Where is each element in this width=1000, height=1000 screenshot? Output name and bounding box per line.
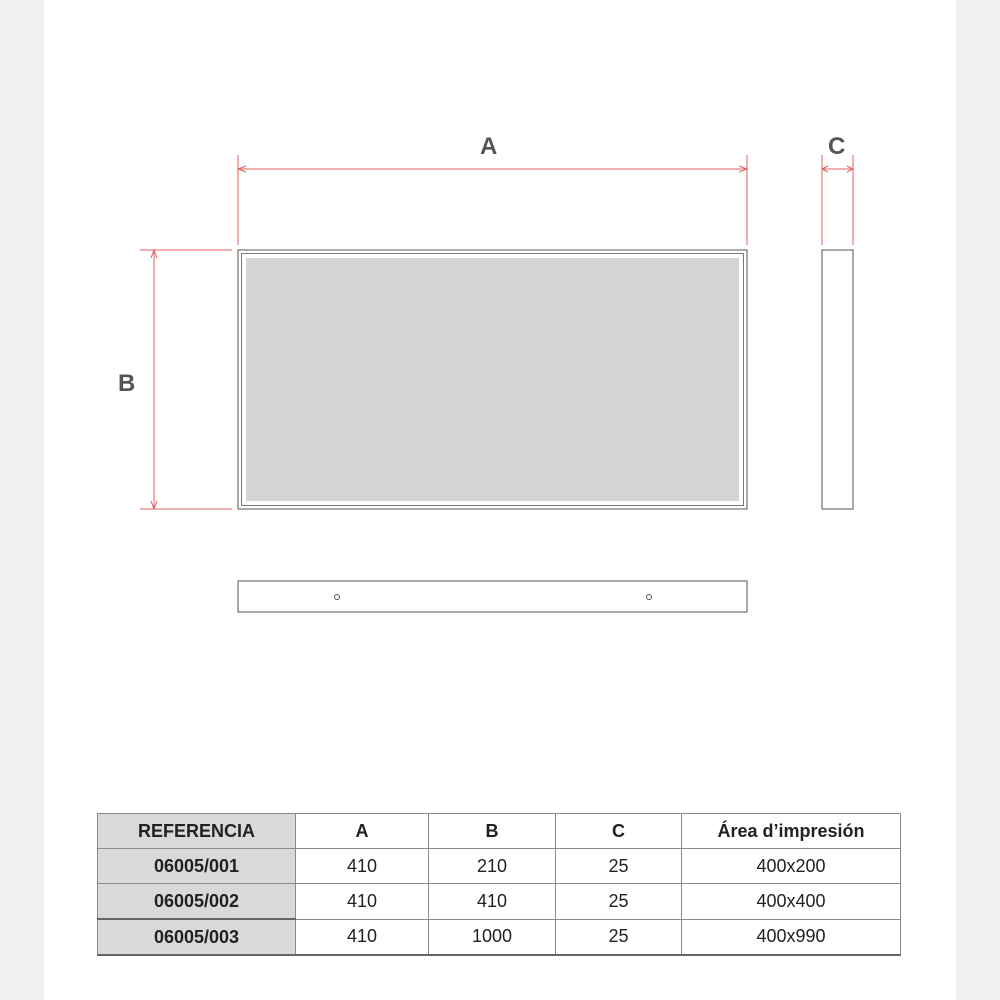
cell-print-area: 400x400 <box>682 884 901 920</box>
cell-b: 210 <box>429 849 556 884</box>
header-b: B <box>429 814 556 849</box>
cell-b: 410 <box>429 884 556 920</box>
cell-referencia: 06005/002 <box>98 884 296 920</box>
cell-c: 25 <box>556 884 682 920</box>
dimension-a-label: A <box>480 133 498 160</box>
dimension-b-label: B <box>118 370 136 397</box>
cell-b: 1000 <box>429 919 556 955</box>
cell-referencia: 06005/001 <box>98 849 296 884</box>
header-referencia: REFERENCIA <box>98 814 296 849</box>
header-print-area: Área d’impresión <box>682 814 901 849</box>
print-area <box>246 258 739 501</box>
cell-a: 410 <box>296 884 429 920</box>
dimension-c-label: C <box>828 133 846 160</box>
cell-a: 410 <box>296 919 429 955</box>
reference-table <box>97 813 901 956</box>
table-row <box>98 884 901 920</box>
cell-a: 410 <box>296 849 429 884</box>
dimension-b <box>140 250 232 509</box>
cell-print-area: 400x990 <box>682 919 901 955</box>
header-c: C <box>556 814 682 849</box>
cell-print-area: 400x200 <box>682 849 901 884</box>
header-a: A <box>296 814 429 849</box>
table-header-row <box>98 814 901 849</box>
dimension-c <box>822 155 853 245</box>
table-row <box>98 919 901 955</box>
bottom-view <box>238 581 747 612</box>
table-row <box>98 849 901 884</box>
cell-c: 25 <box>556 849 682 884</box>
cell-c: 25 <box>556 919 682 955</box>
dimension-a <box>238 155 747 245</box>
side-view-panel <box>822 250 853 509</box>
front-panel <box>238 250 747 509</box>
cell-referencia: 06005/003 <box>98 919 296 955</box>
bottom-view-panel <box>238 581 747 612</box>
